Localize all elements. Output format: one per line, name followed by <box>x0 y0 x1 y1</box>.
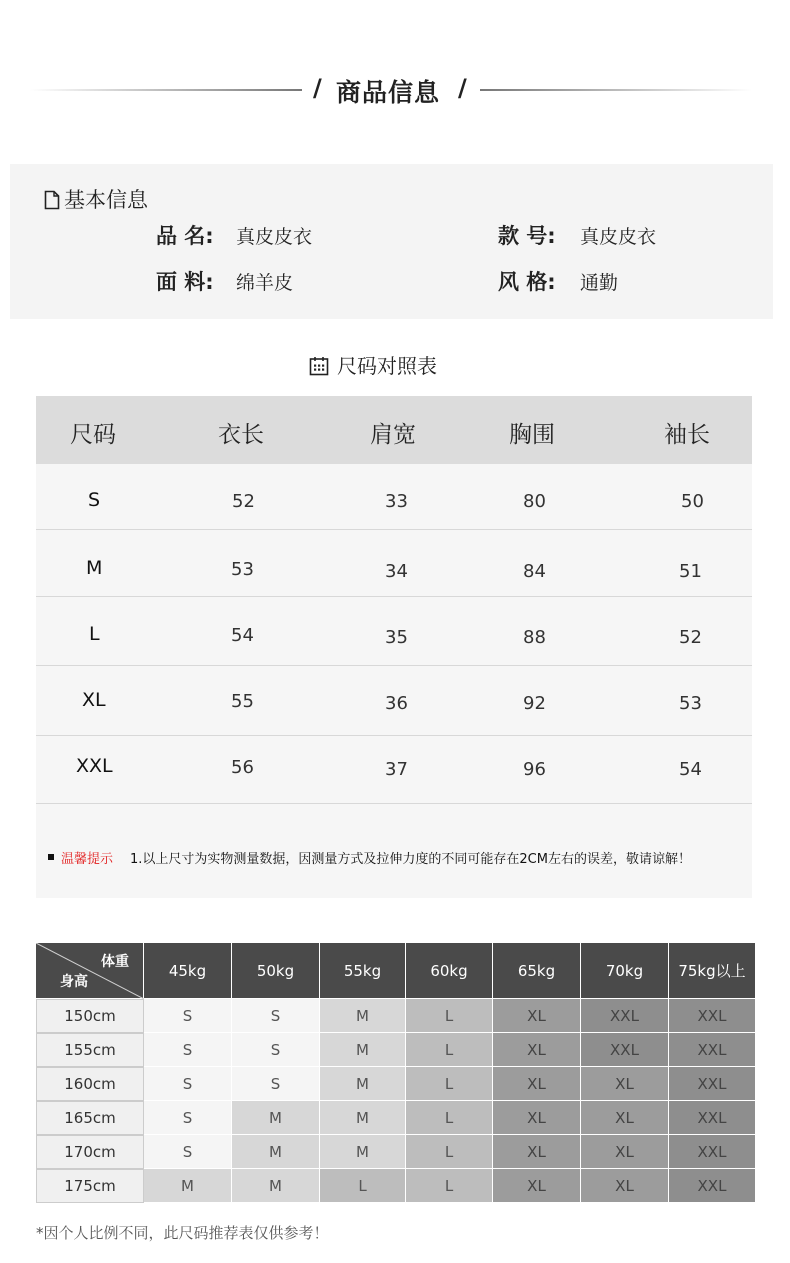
recommended-size-cell: XXL <box>669 999 756 1033</box>
column-header-weight: 65kg <box>493 943 581 999</box>
recommended-size-cell: XXL <box>581 1033 669 1067</box>
field-label-style: 风 格: <box>498 270 556 294</box>
recommended-size-cell: M <box>320 1101 406 1135</box>
field-label-style-number: 款 号: <box>498 224 556 248</box>
row-divider <box>36 735 752 736</box>
recommended-size-cell: XL <box>581 1101 669 1135</box>
field-value-name: 真皮皮衣 <box>236 226 313 248</box>
recommended-size-cell: S <box>232 1067 320 1101</box>
table-cell-sleeve: 53 <box>679 693 702 714</box>
row-divider <box>36 803 752 804</box>
recommended-size-cell: XL <box>493 999 581 1033</box>
size-table <box>36 396 752 805</box>
recommended-size-cell: M <box>144 1169 232 1203</box>
row-header-height: 155cm <box>36 1033 144 1067</box>
recommended-size-cell: XXL <box>669 1067 756 1101</box>
table-cell-shoulder: 33 <box>385 491 408 512</box>
size-chart-heading-text: 尺码对照表 <box>337 354 437 378</box>
recommended-size-cell: XL <box>581 1067 669 1101</box>
tip-text: 1.以上尺寸为实物测量数据，因测量方式及拉伸力度的不同可能存在2CM左右的误差，敬请谅解！ <box>130 852 691 867</box>
recommended-size-cell: S <box>144 1135 232 1169</box>
table-cell-sleeve: 50 <box>681 491 704 512</box>
column-header-size: 尺码 <box>70 422 116 448</box>
table-cell-shoulder: 37 <box>385 759 408 780</box>
recommended-size-cell: M <box>320 999 406 1033</box>
field-label-fabric: 面 料: <box>156 270 214 294</box>
table-cell-size: XL <box>82 689 106 711</box>
corner-label-weight: 体重 <box>101 954 129 970</box>
recommended-size-cell: S <box>144 1033 232 1067</box>
column-header-weight: 60kg <box>406 943 493 999</box>
field-label-name: 品 名: <box>156 224 214 248</box>
recommended-size-cell: XL <box>581 1169 669 1203</box>
recommended-size-cell: XXL <box>669 1101 756 1135</box>
footnote: *因个人比例不同，此尺码推荐表仅供参考！ <box>36 1224 329 1242</box>
recommended-size-cell: M <box>320 1033 406 1067</box>
table-cell-size: M <box>86 557 103 579</box>
row-header-height: 170cm <box>36 1135 144 1169</box>
recommended-size-cell: XL <box>581 1135 669 1169</box>
recommended-size-cell: M <box>320 1067 406 1101</box>
recommended-size-cell: XXL <box>581 999 669 1033</box>
row-header-height: 160cm <box>36 1067 144 1101</box>
corner-label-height: 身高 <box>60 974 88 990</box>
table-cell-shoulder: 36 <box>385 693 408 714</box>
document-icon <box>44 190 60 215</box>
recommended-size-cell: S <box>144 999 232 1033</box>
row-divider <box>36 596 752 597</box>
table-cell-shoulder: 34 <box>385 561 408 582</box>
row-header-height: 150cm <box>36 999 144 1033</box>
table-cell-chest: 92 <box>523 693 546 714</box>
column-header-weight: 55kg <box>320 943 406 999</box>
tip-label: 温馨提示 <box>61 852 114 867</box>
table-cell-chest: 88 <box>523 627 546 648</box>
section-title <box>0 70 790 110</box>
column-header-chest: 胸围 <box>509 422 555 448</box>
table-cell-length: 53 <box>231 559 254 580</box>
recommended-size-cell: L <box>406 999 493 1033</box>
table-cell-chest: 96 <box>523 759 546 780</box>
title-divider-left <box>30 89 302 91</box>
recommended-size-cell: XL <box>493 1135 581 1169</box>
recommended-size-cell: XL <box>493 1067 581 1101</box>
table-cell-sleeve: 51 <box>679 561 702 582</box>
table-cell-chest: 80 <box>523 491 546 512</box>
recommended-size-cell: M <box>232 1169 320 1203</box>
table-corner-cell <box>36 943 144 999</box>
table-cell-size: S <box>88 489 101 511</box>
tip-panel <box>36 805 752 898</box>
row-header-height: 175cm <box>36 1169 144 1203</box>
recommended-size-cell: M <box>320 1135 406 1169</box>
row-divider <box>36 529 752 530</box>
recommended-size-cell: XXL <box>669 1033 756 1067</box>
field-value-style-number: 真皮皮衣 <box>580 226 657 248</box>
table-cell-length: 56 <box>231 757 254 778</box>
recommended-size-cell: XL <box>493 1033 581 1067</box>
field-value-style: 通勤 <box>580 272 619 294</box>
recommended-size-cell: XL <box>493 1101 581 1135</box>
recommended-size-cell: XXL <box>669 1169 756 1203</box>
title-slash-left: / <box>313 74 322 102</box>
column-header-shoulder: 肩宽 <box>370 422 416 448</box>
column-header-weight: 45kg <box>144 943 232 999</box>
size-chart-heading <box>309 350 437 381</box>
column-header-sleeve: 袖长 <box>664 422 710 448</box>
recommended-size-cell: M <box>232 1101 320 1135</box>
size-table-header <box>36 396 752 464</box>
basic-info-panel <box>10 164 773 319</box>
table-cell-shoulder: 35 <box>385 627 408 648</box>
column-header-weight: 70kg <box>581 943 669 999</box>
table-cell-chest: 84 <box>523 561 546 582</box>
recommended-size-cell: S <box>144 1101 232 1135</box>
title-divider-right <box>480 89 752 91</box>
recommended-size-cell: XXL <box>669 1135 756 1169</box>
table-cell-length: 54 <box>231 625 254 646</box>
recommended-size-cell: XL <box>493 1169 581 1203</box>
recommended-size-cell: L <box>320 1169 406 1203</box>
recommended-size-cell: S <box>232 999 320 1033</box>
row-header-height: 165cm <box>36 1101 144 1135</box>
calendar-icon <box>309 356 329 381</box>
row-divider <box>36 665 752 666</box>
basic-info-heading <box>44 184 148 215</box>
page-title: 商品信息 <box>336 78 441 107</box>
recommended-size-cell: L <box>406 1067 493 1101</box>
recommended-size-cell: M <box>232 1135 320 1169</box>
recommended-size-cell: L <box>406 1101 493 1135</box>
recommended-size-cell: S <box>232 1033 320 1067</box>
recommended-size-cell: L <box>406 1033 493 1067</box>
bullet-icon <box>48 854 54 860</box>
recommended-size-cell: L <box>406 1135 493 1169</box>
table-cell-size: XXL <box>76 755 113 777</box>
recommended-size-cell: L <box>406 1169 493 1203</box>
column-header-weight: 75kg以上 <box>669 943 756 999</box>
basic-info-heading-text: 基本信息 <box>64 188 148 212</box>
table-cell-sleeve: 54 <box>679 759 702 780</box>
column-header-weight: 50kg <box>232 943 320 999</box>
field-value-fabric: 绵羊皮 <box>236 272 294 294</box>
table-cell-sleeve: 52 <box>679 627 702 648</box>
table-cell-size: L <box>89 623 100 645</box>
recommended-size-cell: S <box>144 1067 232 1101</box>
column-header-length: 衣长 <box>218 422 264 448</box>
table-cell-length: 52 <box>232 491 255 512</box>
title-slash-right: / <box>458 74 467 102</box>
table-cell-length: 55 <box>231 691 254 712</box>
